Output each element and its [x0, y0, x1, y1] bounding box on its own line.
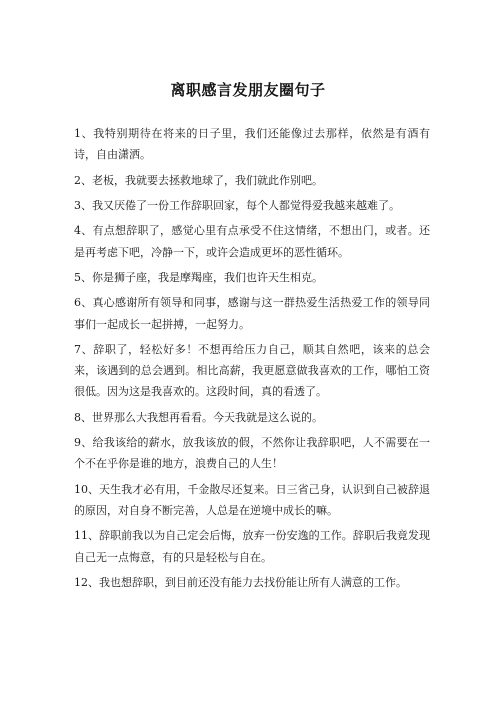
list-item: 9、给我该给的薪水，放我该放的假，不然你让我辞职吧，人不需要在一个不在乎你是谁的地方，浪费自己的人生！ — [74, 436, 430, 471]
list-item: 11、辞职前我以为自己定会后悔，放弃一份安逸的工作。辞职后我竟发现自己无一点悔意，有的只是轻松与自在。 — [74, 529, 430, 564]
list-item: 10、天生我才必有用，千金散尽还复来。日三省己身，认识到自己被辞退的原因，对自身不断完善，人总是在逆境中成长的嘛。 — [74, 482, 430, 517]
list-item: 8、世界那么大我想再看看。今天我就是这么说的。 — [74, 410, 323, 424]
list-item: 7、辞职了，轻松好多！不想再给压力自己，顺其自然吧，该来的总会来，该遇到的总会遇到。相比高薪，我更愿意做我喜欢的工作，哪怕工资很低。因为这是我喜欢的。这段时间，真的看透了。 — [74, 342, 430, 399]
list-item: 5、你是狮子座，我是摩羯座，我们也许天生相克。 — [74, 270, 323, 284]
list-item: 2、老板，我就要去拯救地球了，我们就此作别吧。 — [74, 173, 323, 187]
sentence-list — [74, 123, 430, 597]
list-item: 4、有点想辞职了，感觉心里有点承受不住这情绪，不想出门，或者。还是再考虑下吧，冷静一下，或许会造成更坏的恶性循环。 — [74, 224, 430, 259]
document-title: 离职感言发朋友圈句子 — [170, 81, 326, 99]
list-item: 1、我特别期待在将来的日子里，我们还能像过去那样，依然是有酒有诗，自由潇洒。 — [74, 127, 430, 162]
list-item: 6、真心感谢所有领导和同事，感谢与这一群热爱生活热爱工作的领导同事们一起成长一起拼搏，一起努力。 — [74, 296, 430, 331]
list-item: 3、我又厌倦了一份工作辞职回家，每个人都觉得爱我越来越难了。 — [74, 198, 400, 212]
list-item: 12、我也想辞职，到目前还没有能力去找份能让所有人满意的工作。 — [74, 575, 407, 589]
